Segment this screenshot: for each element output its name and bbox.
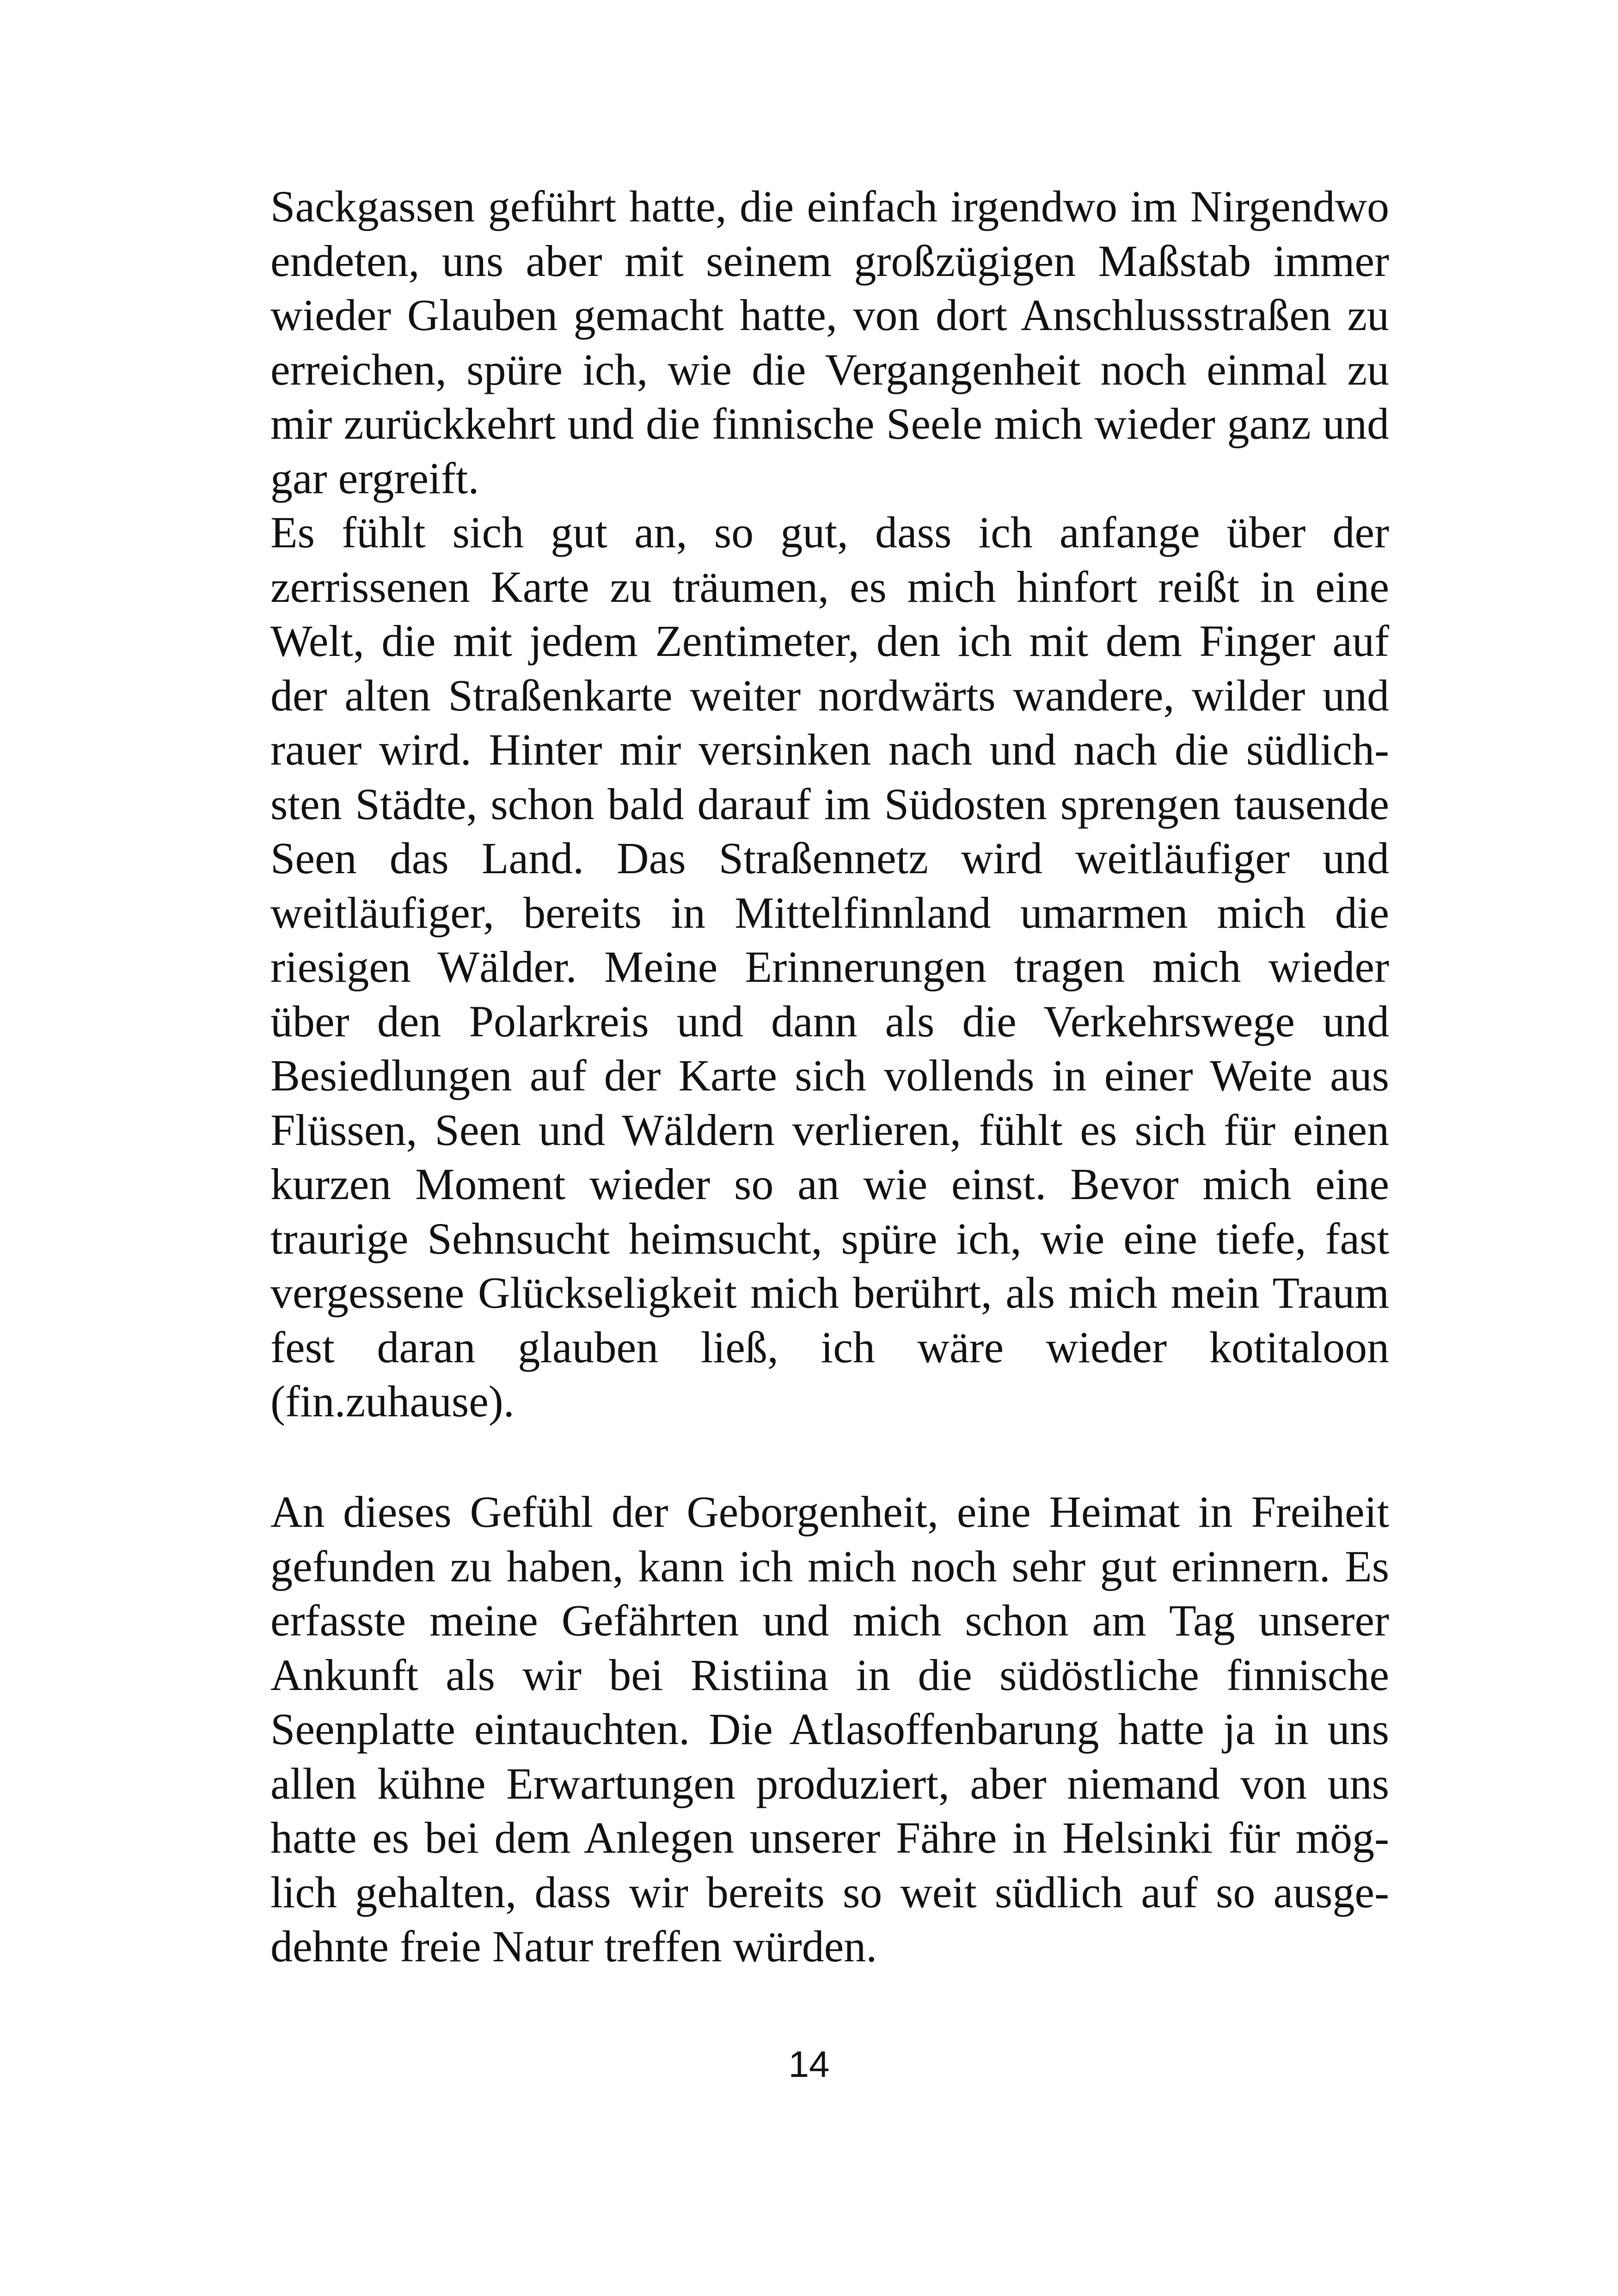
text-line: riesigen Wälder. Meine Erinnerungen tragen mich wieder xyxy=(270,942,1389,992)
text-line: Besiedlungen auf der Karte sich vollends in einer Weite aus xyxy=(270,1051,1389,1100)
text-line: gar ergreift. xyxy=(270,453,479,503)
text-line: fest daran glauben ließ, ich wäre wieder kotitaloon xyxy=(270,1322,1389,1372)
paragraph-1 xyxy=(270,179,1389,505)
text-line: zerrissenen Karte zu träumen, es mich hinfort reißt in eine xyxy=(270,562,1389,612)
text-line: erfasste meine Gefährten und mich schon am Tag unserer xyxy=(270,1596,1389,1645)
text-line: An dieses Gefühl der Geborgenheit, eine Heimat in Freiheit xyxy=(270,1487,1389,1537)
text-line: der alten Straßenkarte weiter nordwärts wandere, wilder und xyxy=(270,670,1389,720)
text-line: Es fühlt sich gut an, so gut, dass ich anfange über der xyxy=(270,508,1389,557)
page-number: 14 xyxy=(788,2044,830,2085)
text-line: (fin.zuhause). xyxy=(270,1377,515,1426)
text-line: gefunden zu haben, kann ich mich noch sehr gut erinnern. Es xyxy=(270,1541,1389,1591)
paragraph-3 xyxy=(270,1485,1389,1974)
text-line: sten Städte, schon bald darauf im Südosten sprengen tausende xyxy=(270,779,1389,829)
paragraph-2 xyxy=(270,505,1389,1429)
text-line: erreichen, spüre ich, wie die Vergangenheit noch einmal zu xyxy=(270,344,1389,394)
text-line: hatte es bei dem Anlegen unserer Fähre in Helsinki für mög- xyxy=(270,1813,1389,1862)
text-line: Welt, die mit jedem Zentimeter, den ich mit dem Finger auf xyxy=(270,616,1389,666)
text-line: Seen das Land. Das Straßennetz wird weitläufiger und xyxy=(270,833,1389,883)
text-line: endeten, uns aber mit seinem großzügigen Maßstab immer xyxy=(270,236,1389,286)
text-line: traurige Sehnsucht heimsucht, spüre ich, wie eine tiefe, fast xyxy=(270,1213,1389,1263)
text-line: dehnte freie Natur treffen würden. xyxy=(270,1922,877,1971)
text-line: Sackgassen geführt hatte, die einfach irgendwo im Nirgendwo xyxy=(270,182,1389,231)
text-line: wieder Glauben gemacht hatte, von dort Anschlussstraßen zu xyxy=(270,290,1389,340)
text-line: kurzen Moment wieder so an wie einst. Bevor mich eine xyxy=(270,1159,1389,1209)
text-line: vergessene Glückseligkeit mich berührt, als mich mein Traum xyxy=(270,1268,1389,1317)
text-line: allen kühne Erwartungen produziert, aber niemand von uns xyxy=(270,1758,1389,1808)
text-line: lich gehalten, dass wir bereits so weit südlich auf so ausge- xyxy=(270,1867,1389,1917)
text-line: Ankunft als wir bei Ristiina in die südöstliche finnische xyxy=(270,1650,1389,1700)
text-line: Flüssen, Seen und Wäldern verlieren, fühlt es sich für einen xyxy=(270,1105,1389,1155)
text-line: rauer wird. Hinter mir versinken nach und nach die südlich- xyxy=(270,725,1389,774)
text-line: über den Polarkreis und dann als die Verkehrswege und xyxy=(270,996,1389,1046)
text-line: weitläufiger, bereits in Mittelfinnland umarmen mich die xyxy=(270,888,1389,937)
text-line: mir zurückkehrt und die finnische Seele mich wieder ganz und xyxy=(270,399,1389,448)
text-line: Seenplatte eintauchten. Die Atlasoffenbarung hatte ja in uns xyxy=(270,1704,1389,1754)
